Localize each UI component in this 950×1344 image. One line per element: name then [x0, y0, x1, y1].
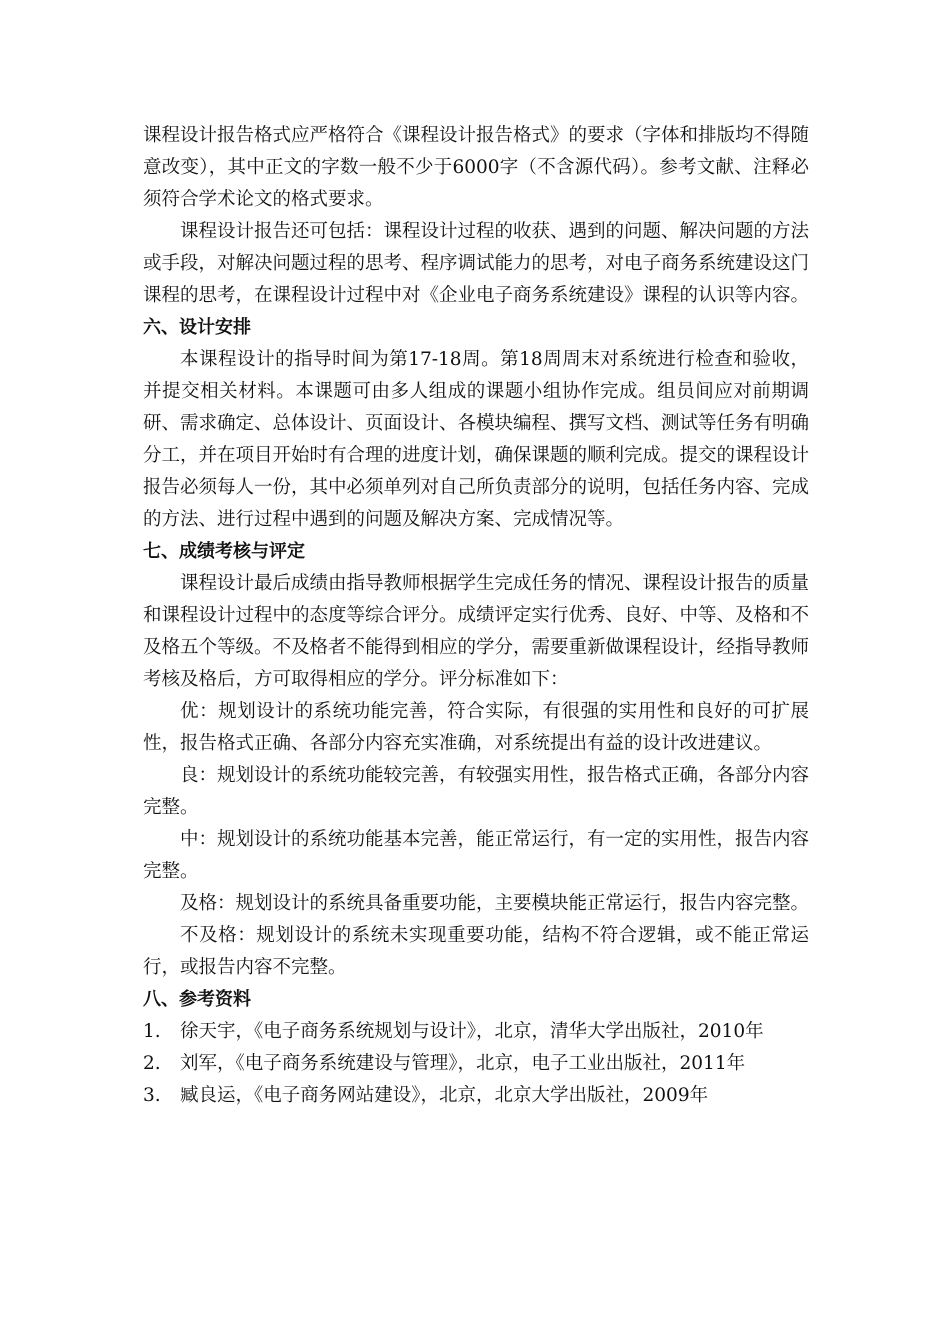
intro-paragraph-contents: 课程设计报告还可包括：课程设计过程的收获、遇到的问题、解决问题的方法或手段，对解决问题过程的思考、程序调试能力的思考，对电子商务系统建设这门课程的思考，在课程设计过程中对《企业电子商务系统建设》课程的认识等内容。: [143, 221, 810, 306]
reference-list: [143, 1016, 809, 1112]
reference-text: 臧良运，《电子商务网站建设》，北京，北京大学出版社，2009年: [180, 1085, 709, 1106]
section-body-grading: 课程设计最后成绩由指导教师根据学生完成任务的情况、课程设计报告的质量和课程设计过程中的态度等综合评分。成绩评定实行优秀、良好、中等、及格和不及格五个等级。不及格者不能得到相应的学分，需要重新做课程设计，经指导教师考核及格后，方可取得相应的学分。评分标准如下：: [143, 573, 810, 690]
grade-excellent: 优：规划设计的系统功能完善，符合实际，有很强的实用性和良好的可扩展性，报告格式正确、各部分内容充实准确，对系统提出有益的设计改进建议。: [143, 701, 809, 754]
grade-fail: 不及格：规划设计的系统未实现重要功能，结构不符合逻辑，或不能正常运行，或报告内容不完整。: [143, 925, 809, 978]
grade-medium: 中：规划设计的系统功能基本完善，能正常运行，有一定的实用性，报告内容完整。: [143, 829, 810, 882]
section-body-design-schedule: 本课程设计的指导时间为第17-18周。第18周周末对系统进行检查和验收，并提交相关材料。本课题可由多人组成的课题小组协作完成。组员间应对前期调研、需求确定、总体设计、页面设计、各模块编程、撰写文档、测试等任务有明确分工，并在项目开始时有合理的进度计划，确保课题的顺利完成。提交的课程设计报告必须每人一份，其中必须单列对自己所负责部分的说明，包括任务内容、完成的方法、进行过程中遇到的问题及解决方案、完成情况等。: [143, 349, 810, 530]
reference-number: 1.: [143, 1021, 161, 1042]
section-heading-grading: 七、成绩考核与评定: [143, 541, 305, 562]
reference-text: 徐天宇，《电子商务系统规划与设计》，北京，清华大学出版社，2010年: [180, 1021, 764, 1042]
section-heading-design-schedule: 六、设计安排: [143, 317, 251, 338]
document-page: [143, 120, 809, 1112]
section-heading-references: 八、参考资料: [143, 989, 251, 1010]
intro-paragraph-format: 课程设计报告格式应严格符合《课程设计报告格式》的要求（字体和排版均不得随意改变），其中正文的字数一般不少于6000字（不含源代码）。参考文献、注释必须符合学术论文的格式要求。: [143, 125, 810, 210]
reference-item: [143, 1016, 809, 1048]
reference-item: [143, 1080, 809, 1112]
reference-number: 2.: [143, 1053, 161, 1074]
reference-text: 刘军，《电子商务系统建设与管理》，北京，电子工业出版社，2011年: [180, 1053, 746, 1074]
grade-pass: 及格：规划设计的系统具备重要功能，主要模块能正常运行，报告内容完整。: [180, 893, 810, 914]
grade-good: 良：规划设计的系统功能较完善，有较强实用性，报告格式正确，各部分内容完整。: [143, 765, 810, 818]
reference-number: 3.: [143, 1085, 161, 1106]
reference-item: [143, 1048, 809, 1080]
